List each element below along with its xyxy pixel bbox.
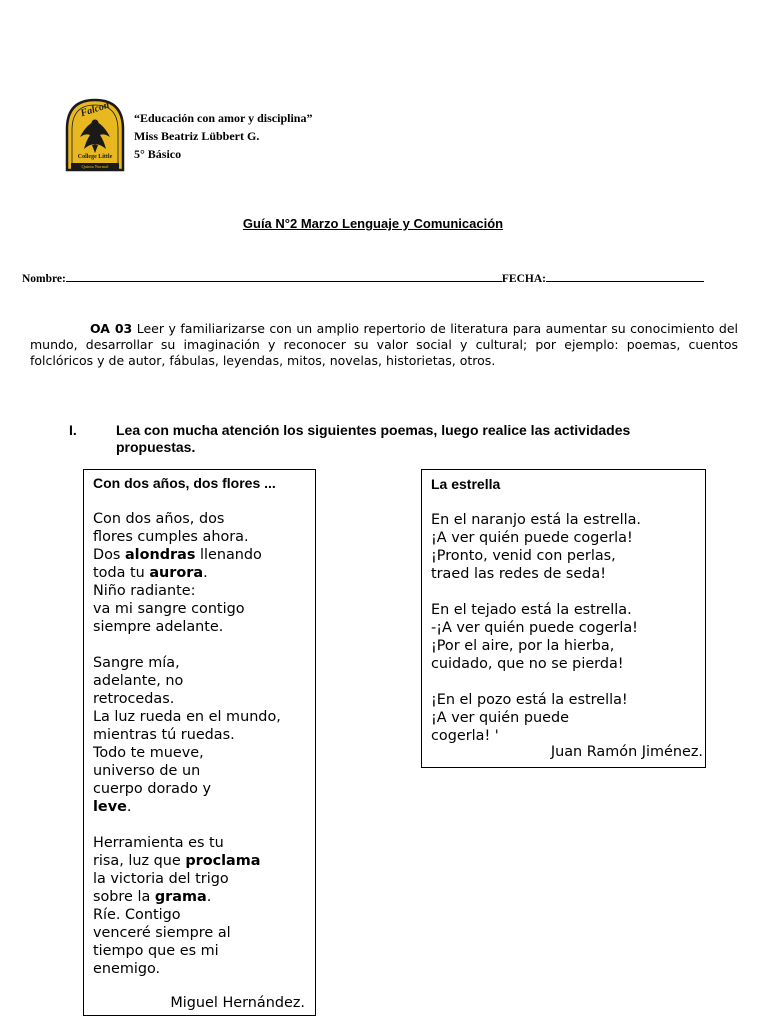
poem-line [431,547,641,565]
objective-code: OA 03 [90,321,133,336]
poem-keyword: aurora [149,565,204,581]
poem-text: cuidado, que no se pierda! [431,656,624,672]
stanza-gap [93,816,281,834]
poem-text: sobre la [93,889,155,905]
objective-text: Leer y familiarizarse con un amplio repertorio de literatura para aumentar su conocimiento del mundo, desarrollar su imaginación y reconocer su valor social y cultural; por ejemplo: poemas, cuentos folclóricos y de autor, fábulas, leyendas, mitos, novelas, historietas, otros. [30,321,738,368]
guide-title: Guía N°2 Marzo Lenguaje y Comunicación [242,216,504,231]
poem-text: venceré siempre al [93,925,231,941]
poem-text: universo de un [93,763,201,779]
section-instruction: Lea con mucha atención los siguientes poemas, luego realice las actividades propuestas. [116,422,631,455]
poem-author: Juan Ramón Jiménez. [550,744,703,760]
poem-text: Sangre mía, [93,655,180,671]
poem-line [431,511,641,529]
poem-line [431,619,641,637]
poem-text: llenando [195,547,262,563]
poem-keyword: leve [93,799,127,815]
poem-text: enemigo. [93,961,161,977]
poem-line [93,834,281,852]
learning-objective [30,321,738,369]
poem-line [93,564,281,582]
poem-text: va mi sangre contigo [93,601,245,617]
poem-line [93,744,281,762]
logo-top-text: Falcon [79,99,111,120]
poem-text: ¡En el pozo está la estrella! [431,692,628,708]
name-label: Nombre: [22,273,66,285]
poem-text: Todo te mueve, [93,745,204,761]
name-date-row [22,271,704,285]
poem-body [431,511,641,745]
poem-line [431,529,641,547]
poem-text: risa, luz que [93,853,186,869]
poem-text: cogerla! ' [431,728,499,744]
poem-line [431,655,641,673]
poem-text: mientras tú ruedas. [93,727,235,743]
poem-keyword: grama [154,889,207,905]
poem-line [93,870,281,888]
poem-text: toda tu [93,565,150,581]
teacher-name: Miss Beatriz Lübbert G. [134,129,260,143]
poem-line [93,618,281,636]
poem-text: tiempo que es mi [93,943,219,959]
poem-line [93,942,281,960]
name-field-line[interactable] [66,271,502,282]
date-label: FECHA: [501,273,546,285]
poem-text: En el tejado está la estrella. [431,602,632,618]
poem-line [93,582,281,600]
poem-text: Herramienta es tu [93,835,224,851]
poem-text: la victoria del trigo [93,871,229,887]
poem-text: . [203,565,208,581]
poem-line [93,762,281,780]
poem-line [431,709,641,727]
stanza-gap [431,583,641,601]
poem-keyword: proclama [185,853,261,869]
poem-text: retrocedas. [93,691,175,707]
poem-text: Con dos años, dos [93,511,225,527]
poem-line [93,960,281,978]
poem-text: cuerpo dorado y [93,781,212,797]
school-motto: “Educación con amor y disciplina” [134,111,313,125]
stanza-gap [431,673,641,691]
date-field-line[interactable] [546,271,704,282]
poem-line [93,924,281,942]
stanza-gap [93,636,281,654]
poem-box-con-dos-anos [83,469,316,1016]
poem-box-la-estrella [421,469,706,768]
logo-sub-text: Quinta Normal [81,164,109,169]
poem-author: Miguel Hernández. [170,995,305,1011]
poem-line [93,726,281,744]
poem-keyword: alondras [124,547,196,563]
poem-text: Dos [93,547,125,563]
poem-text: . [126,799,132,815]
poem-line [93,528,281,546]
logo-bottom-text: College Little [77,154,113,160]
poem-line [431,601,641,619]
poem-text: ¡Por el aire, por la hierba, [431,638,615,654]
poem-text: ¡A ver quién puede [431,710,569,726]
poem-text: Niño radiante: [93,583,196,599]
poem-text: ¡Pronto, venid con perlas, [431,548,616,564]
school-logo [64,97,126,173]
grade-level: 5° Básico [134,147,182,161]
poem-line [431,637,641,655]
poem-text: adelante, no [93,673,184,689]
poem-body [93,510,281,978]
poem-text: siempre adelante. [93,619,224,635]
poem-line [431,565,641,583]
section-number: I. [69,422,77,438]
poem-line [431,727,641,745]
poem-line [93,510,281,528]
poem-line [93,906,281,924]
poem-text: . [206,889,212,905]
poem-line [93,888,281,906]
poem-line [93,780,281,798]
poem-text: traed las redes de seda! [431,566,606,582]
poem-line [93,546,281,564]
poem-line [93,852,281,870]
poem-title: La estrella [431,476,501,492]
poem-line [93,654,281,672]
poem-line [93,672,281,690]
poem-text: En el naranjo está la estrella. [431,512,641,528]
poem-line [93,690,281,708]
poem-text: ¡A ver quién puede cogerla! [431,530,633,546]
poem-line [93,798,281,816]
poem-text: flores cumples ahora. [93,529,249,545]
poem-line [93,708,281,726]
poem-line [93,600,281,618]
poem-title: Con dos años, dos flores ... [93,475,276,491]
poem-text: -¡A ver quién puede cogerla! [431,620,638,636]
poem-text: Ríe. Contigo [93,907,181,923]
poem-line [431,691,641,709]
poem-text: La luz rueda en el mundo, [93,709,281,725]
